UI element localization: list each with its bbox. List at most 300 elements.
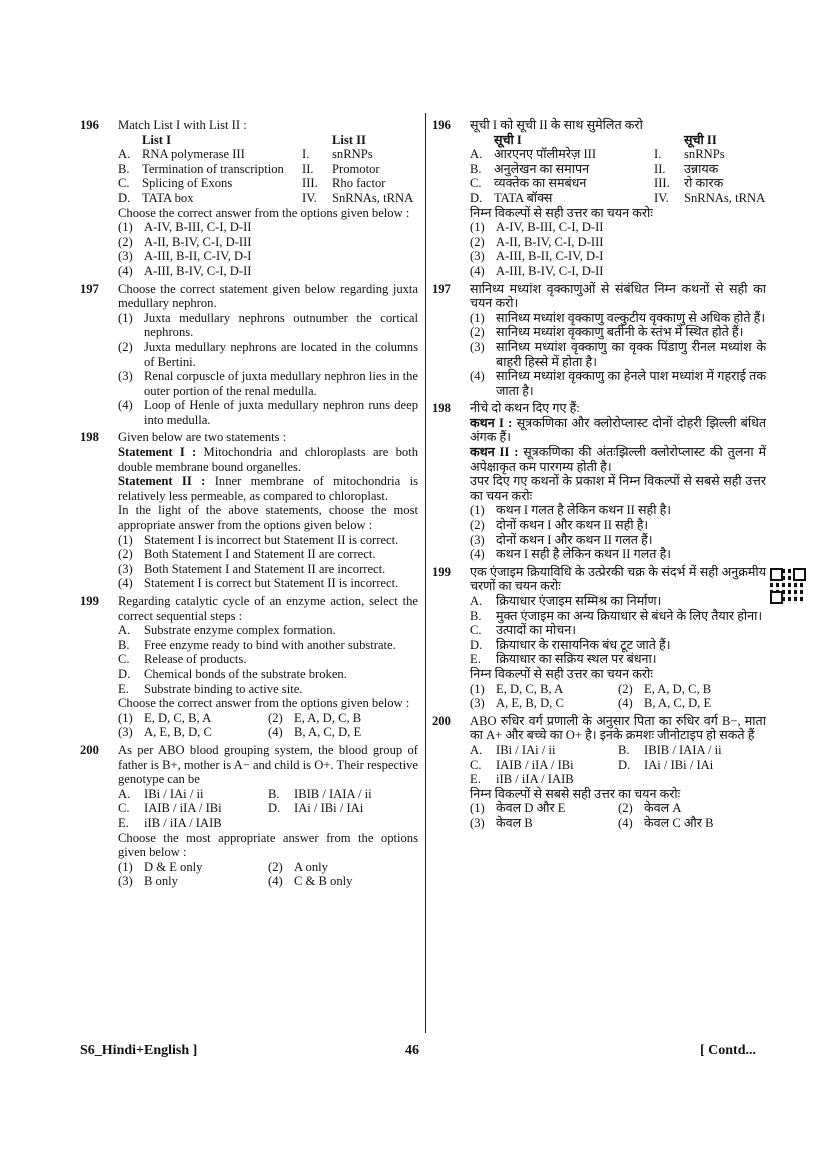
option-item: [470, 235, 766, 250]
match-row: [470, 176, 766, 191]
option-item: [268, 711, 418, 726]
statement-1: [470, 416, 766, 445]
match-row: [118, 162, 418, 177]
option-number: (2): [118, 234, 133, 249]
step-item: [470, 638, 766, 653]
step-text: उत्पादों का मोचन।: [496, 623, 577, 638]
step-letter: D.: [470, 637, 483, 652]
option-text: केवल B: [496, 815, 533, 830]
option-number: (2): [268, 859, 283, 874]
choose-instruction: उपर दिए गए कथनों के प्रकाश में निम्न विकल्पों से सबसे सही उत्तर का चयन करोः: [470, 474, 766, 503]
genotype-text: IBIB / IAIA / ii: [294, 786, 372, 801]
option-item: [118, 547, 418, 562]
step-letter: E.: [470, 652, 481, 667]
statement-2: [470, 445, 766, 474]
step-letter: B.: [118, 637, 130, 652]
english-column: [80, 118, 418, 892]
option-text: E, A, D, C, B: [294, 710, 362, 725]
step-item: [118, 667, 418, 682]
genotype-item: [118, 816, 418, 831]
genotype-letter: A.: [118, 786, 131, 801]
statement-1-label: कथन I :: [470, 415, 513, 430]
list1-header: सूची I: [494, 132, 522, 147]
option-item: [118, 725, 268, 740]
option-number: (1): [470, 681, 485, 696]
choose-instruction: In the light of the above statements, choose the most appropriate answer from the options given below :: [118, 503, 418, 533]
row-numeral: I.: [654, 147, 662, 162]
paper-code: S6_Hindi+English ]: [80, 1043, 198, 1058]
genotype-item: [268, 801, 418, 816]
step-letter: A.: [470, 594, 483, 608]
option-text: कथन I गलत है लेकिन कथन II सही है।: [496, 503, 672, 518]
option-text: Both Statement I and Statement II are correct.: [144, 547, 376, 562]
option-text: Juxta medullary nephrons outnumber the cortical nephrons.: [144, 310, 418, 340]
statement-1-label: Statement I :: [118, 445, 197, 460]
row-letter: B.: [470, 161, 482, 176]
row-numeral: IV.: [302, 190, 317, 205]
genotype-text: IBIB / IAIA / ii: [644, 742, 722, 757]
row-letter: D.: [118, 190, 131, 205]
option-item: [118, 860, 268, 875]
match-row: [470, 147, 766, 162]
option-number: (2): [470, 234, 485, 249]
option-number: (4): [268, 725, 283, 740]
genotype-item: [470, 743, 618, 758]
question-number: 198: [80, 430, 99, 445]
option-number: (1): [118, 310, 133, 325]
step-item: [118, 638, 418, 653]
option-text: A-III, B-II, C-IV, D-I: [144, 249, 252, 264]
option-text: दोनों कथन I और कथन II गलत हैं।: [496, 532, 653, 547]
statement-2-label: कथन II :: [470, 445, 519, 460]
question-196: [80, 118, 418, 279]
choose-instruction: निम्न विकल्पों से सबसे सही उत्तर का चयन करोः: [470, 786, 681, 801]
list1-item: TATA box: [142, 190, 194, 205]
step-text: क्रियाधार का सक्रिय स्थल पर बंधना।: [496, 652, 657, 667]
question-196: [432, 118, 766, 279]
hindi-column: [432, 118, 766, 834]
option-text: C & B only: [294, 874, 353, 889]
option-item: [618, 801, 766, 816]
question-number: 197: [432, 281, 451, 296]
genotype-letter: D.: [268, 801, 281, 816]
option-number: (2): [470, 325, 485, 340]
question-198: [432, 401, 766, 562]
match-header: [470, 133, 766, 148]
row-letter: D.: [470, 190, 483, 205]
step-letter: C.: [470, 623, 482, 638]
genotype-item: [118, 787, 268, 802]
genotype-text: iIB / iIA / IAIB: [144, 815, 222, 830]
list2-item: उन्नायक: [684, 161, 719, 176]
option-text: A-III, B-IV, C-I, D-II: [144, 263, 252, 278]
row-letter: C.: [118, 176, 130, 191]
option-item: [470, 369, 766, 398]
genotype-letter: E.: [118, 815, 129, 830]
question-number: 196: [432, 118, 451, 132]
option-item: [118, 562, 418, 577]
option-item: [118, 576, 418, 591]
blank: [654, 133, 684, 148]
genotype-letter: C.: [118, 801, 130, 816]
list2-header: List II: [332, 132, 366, 147]
option-text: A-II, B-IV, C-I, D-III: [144, 234, 252, 249]
genotype-row: [470, 758, 766, 773]
question-number: 197: [80, 281, 99, 296]
option-number: (2): [470, 518, 485, 533]
question-number: 199: [432, 564, 451, 579]
option-item: [118, 235, 418, 250]
question-stem: सानिध्य मध्यांश वृक्काणुओं से संबंधित निम्न कथनों से सही का चयन करो।: [470, 281, 766, 311]
row-numeral: I.: [302, 147, 310, 162]
option-text: A-IV, B-III, C-I, D-II: [496, 220, 604, 235]
step-letter: C.: [118, 652, 130, 667]
option-item: [118, 398, 418, 427]
question-198: [80, 430, 418, 591]
genotype-item: [618, 743, 766, 758]
genotype-item: [470, 758, 618, 773]
option-number: (2): [618, 681, 633, 696]
option-number: (3): [470, 249, 485, 264]
option-text: Statement I is incorrect but Statement II is correct.: [144, 532, 399, 547]
genotype-row: [118, 816, 418, 831]
step-item: [470, 652, 766, 667]
option-item: [118, 249, 418, 264]
option-text: Loop of Henle of juxta medullary nephron runs deep into medulla.: [144, 398, 418, 427]
option-item: [618, 682, 766, 697]
option-item: [118, 874, 268, 889]
option-item: [118, 340, 418, 369]
genotype-letter: B.: [268, 786, 280, 801]
option-text: A-III, B-IV, C-I, D-II: [496, 263, 604, 278]
choose-instruction: निम्न विकल्पों से सही उत्तर का चयन करोः: [470, 666, 653, 681]
genotype-text: IBi / IAi / ii: [496, 742, 556, 757]
question-199: [432, 565, 766, 711]
option-number: (2): [618, 801, 633, 816]
step-text: मुक्त एंजाइम का अन्य क्रियाधार से बंधने के लिए तैयार होना।: [496, 608, 763, 623]
genotype-text: IBi / IAi / ii: [144, 786, 204, 801]
genotype-row: [118, 787, 418, 802]
option-text: Renal corpuscle of juxta medullary nephron lies in the outer portion of the renal medulla.: [144, 369, 418, 398]
genotype-text: IAIB / iIA / IBi: [496, 757, 574, 772]
option-item: [470, 696, 618, 711]
genotype-letter: C.: [470, 757, 482, 772]
list1-item: Splicing of Exons: [142, 176, 233, 191]
option-number: (4): [268, 874, 283, 889]
option-text: A only: [294, 859, 328, 874]
step-letter: E.: [118, 681, 129, 696]
step-letter: B.: [470, 608, 482, 623]
option-number: (1): [470, 503, 485, 518]
list2-header: सूची II: [684, 132, 717, 147]
option-text: सानिध्य मध्यांश वृक्काणु वल्कुटीय वृक्काणु से अधिक होते हैं।: [496, 310, 766, 325]
genotype-letter: E.: [470, 772, 481, 787]
match-row: [118, 191, 418, 206]
option-number: (3): [470, 532, 485, 547]
question-stem: एक एंजाइम क्रियाविधि के उत्प्रेरकी चक्र के संदर्भ में सही अनुक्रमीय चरणों का चयन करोः: [470, 564, 766, 594]
step-item: [118, 682, 418, 697]
option-text: केवल A: [644, 801, 682, 816]
option-row: [118, 874, 418, 889]
option-number: (4): [118, 263, 133, 278]
page-number: 46: [405, 1043, 419, 1058]
option-text: केवल C और B: [644, 815, 714, 830]
option-item: [470, 518, 766, 533]
row-letter: B.: [118, 161, 130, 176]
genotype-item: [470, 772, 766, 787]
match-row: [470, 162, 766, 177]
option-number: (4): [618, 815, 633, 830]
option-text: A-II, B-IV, C-I, D-III: [496, 234, 604, 249]
option-number: (3): [470, 339, 485, 354]
list1-item: अनुलेखन का समापन: [494, 161, 590, 176]
genotype-item: [268, 787, 418, 802]
option-item: [118, 220, 418, 235]
step-item: [470, 609, 766, 624]
option-number: (4): [470, 263, 485, 278]
question-stem: As per ABO blood grouping system, the blood group of father is B+, mother is A− and child is O+. Their respective genotype can be: [118, 742, 418, 787]
option-text: D & E only: [144, 859, 203, 874]
option-text: A, E, B, D, C: [144, 725, 212, 740]
question-200: [80, 743, 418, 889]
option-row: [470, 682, 766, 697]
option-item: [268, 874, 418, 889]
question-number: 200: [432, 713, 451, 728]
list1-item: व्यक्तेक का समबंधन: [494, 176, 587, 191]
continued-label: [ Contd...: [700, 1043, 757, 1058]
option-number: (2): [118, 339, 133, 354]
genotype-text: IAi / IBi / IAi: [294, 801, 364, 816]
question-200: [432, 714, 766, 831]
list1-item: TATA बॉक्स: [494, 190, 553, 205]
option-number: (4): [470, 369, 485, 384]
option-item: [268, 725, 418, 740]
row-numeral: III.: [302, 176, 318, 191]
list2-item: Rho factor: [332, 176, 386, 191]
qr-code: [770, 568, 806, 604]
option-item: [118, 711, 268, 726]
question-number: 198: [432, 401, 451, 416]
option-item: [470, 220, 766, 235]
option-item: [118, 369, 418, 398]
step-item: [470, 623, 766, 638]
choose-instruction: Choose the correct answer from the options given below :: [118, 205, 410, 220]
step-letter: D.: [118, 666, 131, 681]
genotype-text: iIB / iIA / IAIB: [496, 772, 574, 787]
option-item: [618, 696, 766, 711]
question-number: 199: [80, 594, 99, 608]
blank: [470, 133, 494, 148]
option-item: [118, 311, 418, 340]
question-number: 196: [80, 118, 99, 132]
option-text: E, D, C, B, A: [144, 710, 212, 725]
statement-1: [118, 445, 418, 474]
option-item: [470, 816, 618, 831]
option-item: [470, 801, 618, 816]
option-text: B, A, C, D, E: [644, 696, 712, 711]
statement-2-label: Statement II :: [118, 474, 206, 489]
option-row: [470, 696, 766, 711]
match-header: [118, 133, 418, 148]
option-number: (3): [118, 874, 133, 889]
option-text: सानिध्य मध्यांश वृक्काणु बर्तीनी के स्तंभ में स्थित होते हैं।: [496, 325, 744, 340]
genotype-row: [118, 801, 418, 816]
option-item: [118, 264, 418, 279]
option-number: (4): [118, 398, 133, 413]
option-text: B, A, C, D, E: [294, 725, 362, 740]
option-number: (3): [118, 369, 133, 384]
choose-instruction: Choose the correct answer from the options given below :: [118, 696, 410, 711]
match-table: [118, 133, 418, 206]
option-item: [470, 682, 618, 697]
genotype-letter: B.: [618, 742, 630, 757]
genotype-text: IAi / IBi / IAi: [644, 757, 714, 772]
option-item: [470, 311, 766, 326]
blank: [118, 133, 142, 148]
genotype-letter: D.: [618, 757, 631, 772]
list1-item: RNA polymerase III: [142, 147, 245, 162]
option-row: [118, 711, 418, 726]
option-item: [268, 860, 418, 875]
choose-instruction: निम्न विकल्पों से सही उत्तर का चयन करोः: [470, 205, 653, 220]
question-197: [432, 282, 766, 399]
row-numeral: II.: [654, 161, 666, 176]
step-item: [470, 594, 766, 609]
option-row: [470, 816, 766, 831]
row-numeral: II.: [302, 161, 314, 176]
statement-1-text: सूत्रकणिका और क्लोरोप्लास्ट दोनों दोहरी झिल्ली बंधित अंगक हैं।: [470, 415, 767, 445]
question-stem: Regarding catalytic cycle of an enzyme action, select the correct sequential steps :: [118, 594, 418, 623]
option-number: (3): [118, 725, 133, 740]
option-item: [470, 503, 766, 518]
question-number: 200: [80, 742, 99, 757]
step-text: Substrate enzyme complex formation.: [144, 623, 336, 638]
genotype-item: [618, 758, 766, 773]
option-text: Statement I is correct but Statement II is incorrect.: [144, 576, 399, 591]
option-number: (1): [470, 801, 485, 816]
option-row: [118, 860, 418, 875]
step-text: Substrate binding to active site.: [144, 681, 303, 696]
question-stem: Given below are two statements :: [118, 430, 287, 445]
option-item: [470, 264, 766, 279]
option-number: (1): [470, 220, 485, 235]
option-number: (2): [118, 547, 133, 562]
option-item: [470, 533, 766, 548]
step-text: क्रियाधार एंजाइम सम्मिश्र का निर्माण।: [496, 594, 662, 608]
option-text: सानिध्य मध्यांश वृक्काणु का वृक्क पिंडाणु रीनल मध्यांश के बाहरी हिस्से में होता है।: [496, 339, 766, 369]
option-text: केवल D और E: [496, 801, 566, 816]
option-number: (1): [470, 310, 485, 325]
option-number: (4): [618, 696, 633, 711]
list2-item: SnRNAs, tRNA: [332, 190, 414, 205]
question-stem: नीचे दो कथन दिए गए हैं:: [470, 401, 580, 416]
option-text: सानिध्य मध्यांश वृक्काणु का हेनले पाश मध्यांश में गहराई तक जाता है।: [496, 369, 766, 398]
option-number: (3): [470, 815, 485, 830]
option-text: Juxta medullary nephrons are located in the columns of Bertini.: [144, 339, 418, 369]
row-numeral: III.: [654, 176, 670, 191]
option-number: (4): [470, 547, 485, 562]
match-table: [470, 133, 766, 206]
step-letter: A.: [118, 623, 131, 638]
list1-header: List I: [142, 132, 172, 147]
step-item: [118, 652, 418, 667]
step-text: Chemical bonds of the substrate broken.: [144, 666, 347, 681]
option-text: A-III, B-II, C-IV, D-I: [496, 249, 604, 264]
option-number: (3): [118, 561, 133, 576]
option-item: [618, 816, 766, 831]
option-text: A-IV, B-III, C-I, D-II: [144, 220, 252, 235]
option-number: (4): [118, 576, 133, 591]
question-stem: Match List I with List II :: [118, 118, 247, 132]
option-number: (3): [118, 249, 133, 264]
list2-item: snRNPs: [332, 147, 373, 162]
list2-item: Promotor: [332, 161, 380, 176]
question-stem: Choose the correct statement given below regarding juxta medullary nephron.: [118, 281, 418, 311]
option-number: (1): [118, 532, 133, 547]
question-stem: ABO रुधिर वर्ग प्रणाली के अनुसार पिता का रुधिर वर्ग B−, माता का A+ और बच्चे का O+ है। इनके क्रमशः जीनोटाइप हो सकते हैं: [470, 713, 766, 743]
option-item: [118, 533, 418, 548]
genotype-row: [470, 772, 766, 787]
question-197: [80, 282, 418, 428]
list1-item: आरएनए पॉलीमरेज़ III: [494, 147, 597, 162]
genotype-text: IAIB / iIA / IBi: [144, 801, 222, 816]
row-letter: C.: [470, 176, 482, 191]
step-text: Free enzyme ready to bind with another substrate.: [144, 637, 396, 652]
choose-instruction: Choose the most appropriate answer from the options given below :: [118, 830, 418, 860]
match-row: [470, 191, 766, 206]
row-letter: A.: [470, 147, 483, 162]
statement-2: [118, 474, 418, 503]
option-text: E, D, C, B, A: [496, 681, 564, 696]
option-text: E, A, D, C, B: [644, 681, 712, 696]
step-text: क्रियाधार के रासायनिक बंध टूट जाते हैं।: [496, 637, 671, 652]
option-item: [470, 325, 766, 340]
column-divider: [425, 113, 426, 1033]
question-stem: सूची I को सूची II के साथ सुमेलित करो: [470, 118, 643, 132]
match-row: [118, 147, 418, 162]
option-number: (1): [118, 710, 133, 725]
match-row: [118, 176, 418, 191]
row-numeral: IV.: [654, 190, 669, 205]
option-text: कथन I सही है लेकिन कथन II गलत है।: [496, 547, 672, 562]
genotype-letter: A.: [470, 742, 483, 757]
option-text: B only: [144, 874, 178, 889]
option-row: [470, 801, 766, 816]
option-number: (2): [268, 710, 283, 725]
list2-item: रो कारक: [684, 176, 724, 191]
option-item: [470, 340, 766, 369]
genotype-item: [118, 801, 268, 816]
list2-item: snRNPs: [684, 147, 725, 162]
blank: [302, 133, 332, 148]
row-letter: A.: [118, 147, 131, 162]
genotype-row: [470, 743, 766, 758]
question-199: [80, 594, 418, 740]
list2-item: SnRNAs, tRNA: [684, 190, 766, 205]
statement-2-text: सूत्रकणिका की अंतःझिल्ली क्लोरोप्लास्ट की तुलना में अपेक्षाकृत कम पारगम्य होती है।: [470, 445, 766, 474]
statement-1-text: Mitochondria and chloroplasts are both double membrane bound organelles.: [118, 445, 419, 474]
step-item: [118, 623, 418, 638]
option-text: दोनों कथन I और कथन II सही है।: [496, 518, 649, 533]
option-text: A, E, B, D, C: [496, 696, 564, 711]
step-text: Release of products.: [144, 652, 247, 667]
statement-2-text: Inner membrane of mitochondria is relatively less permeable, as compared to chloroplast.: [118, 474, 419, 503]
option-number: (1): [118, 859, 133, 874]
list1-item: Termination of transcription: [142, 161, 284, 176]
option-number: (1): [118, 220, 133, 235]
option-row: [118, 725, 418, 740]
option-item: [470, 547, 766, 562]
